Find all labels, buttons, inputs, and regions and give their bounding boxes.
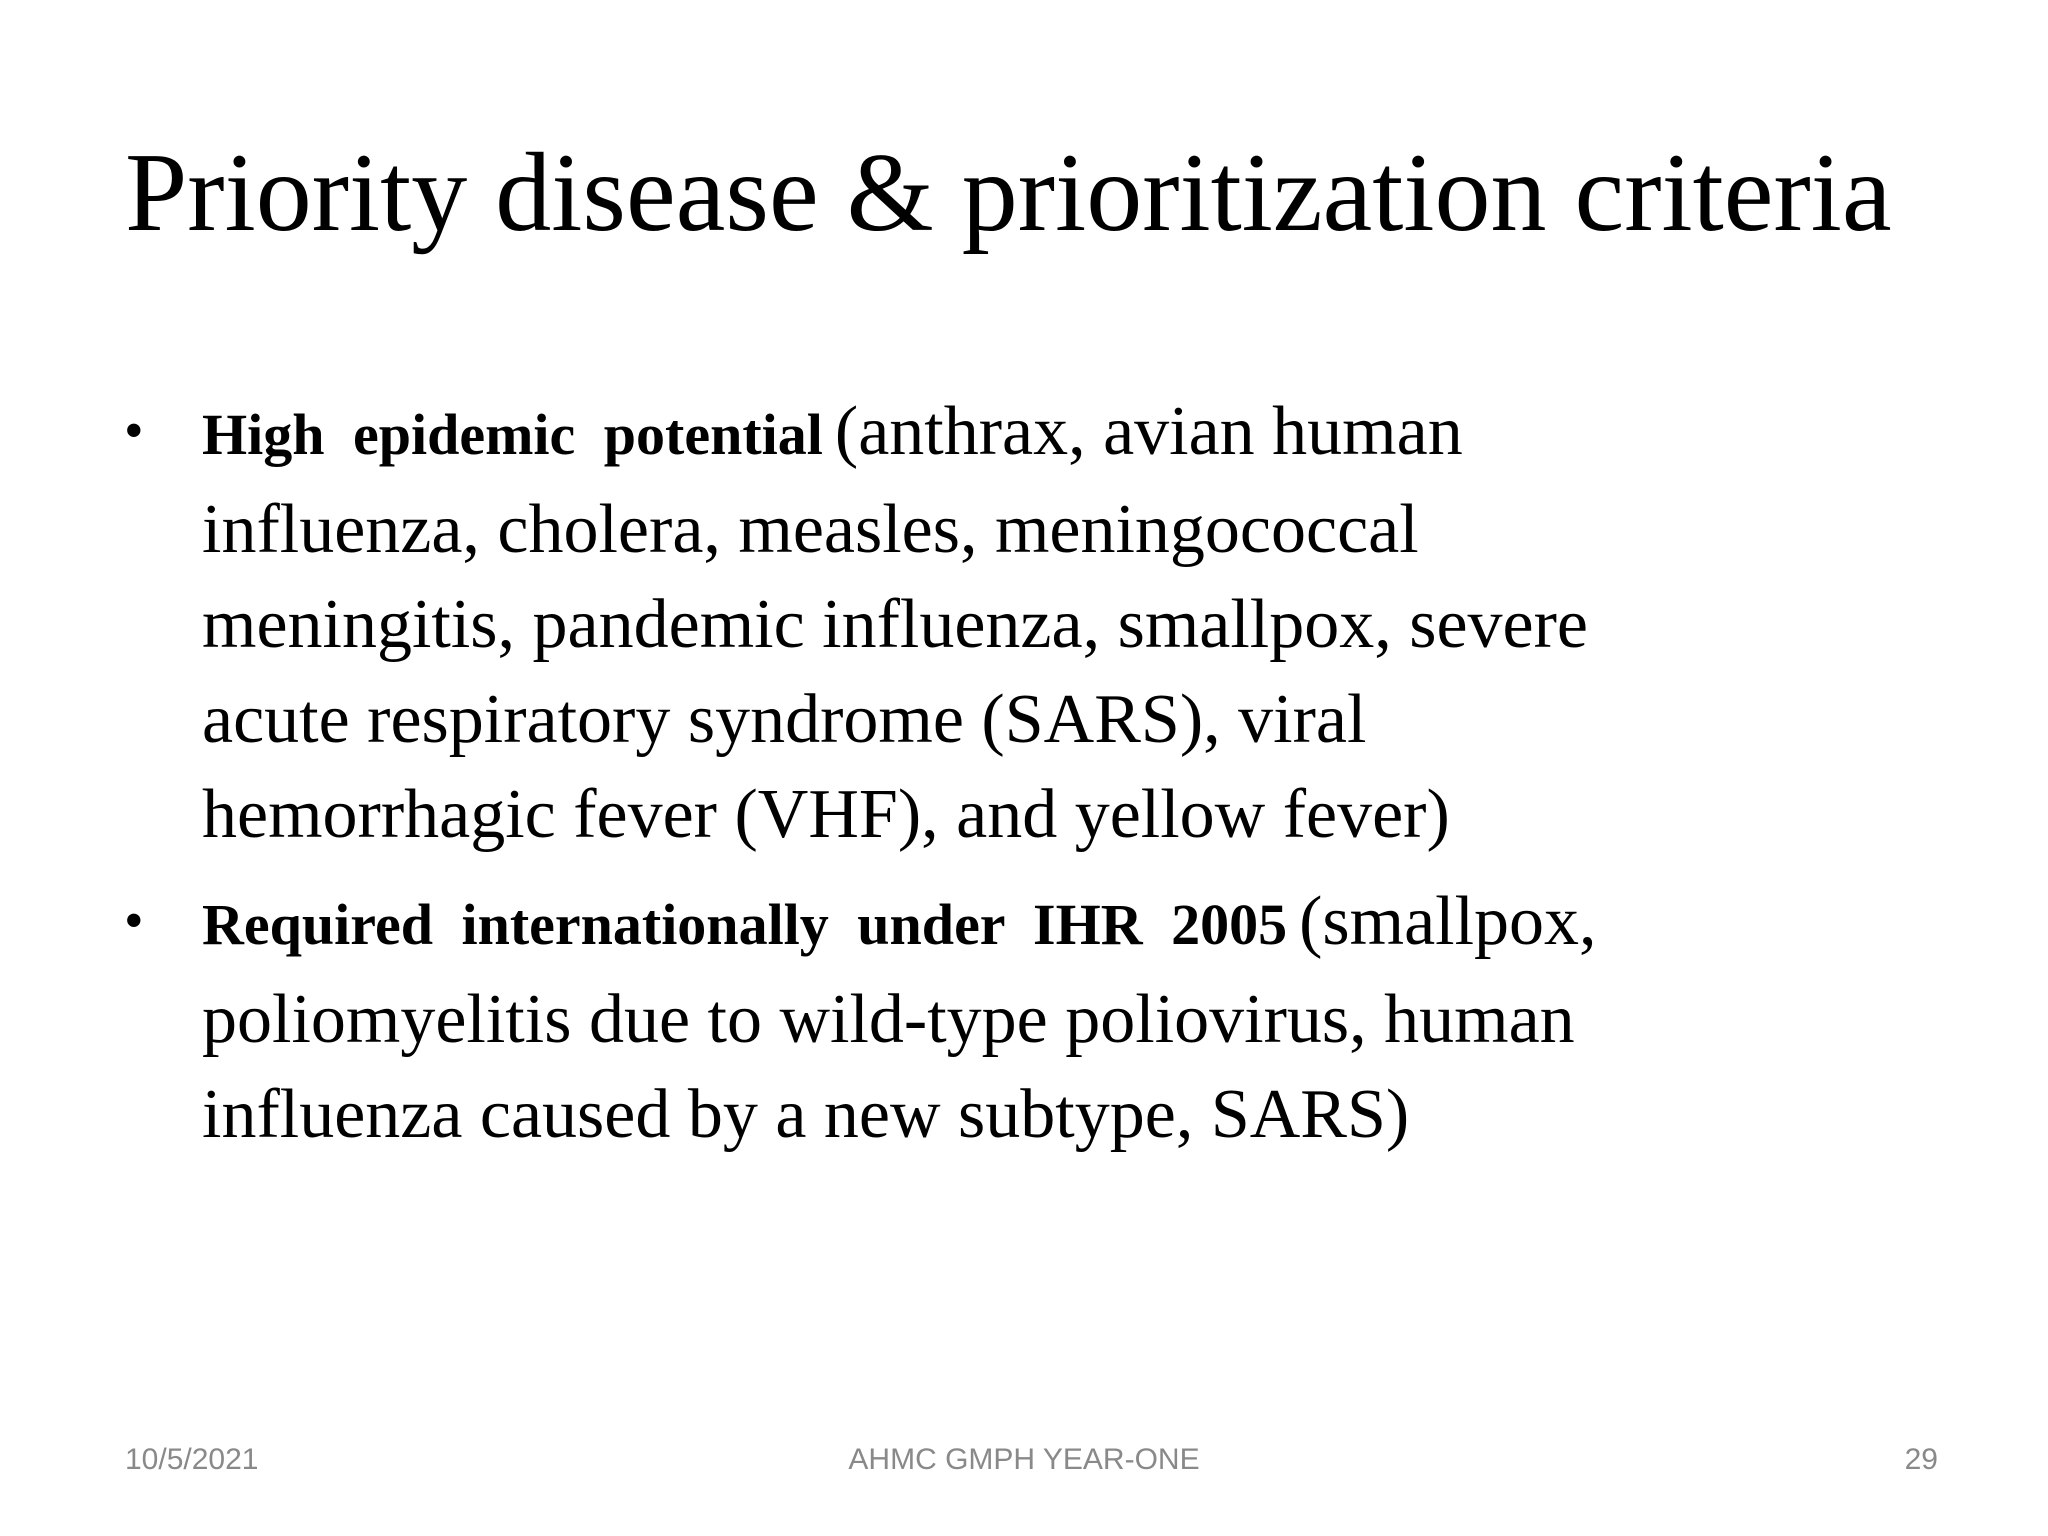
bullet-text-line: (smallpox, bbox=[1299, 883, 1597, 960]
bullet-first-line bbox=[202, 874, 1988, 972]
bullet-marker: • bbox=[124, 400, 144, 462]
slide-title: Priority disease & prioritization criteria bbox=[125, 131, 1892, 255]
bullet-text-line: influenza, cholera, measles, meningococcal bbox=[202, 491, 1419, 568]
bullet-text-line: influenza caused by a new subtype, SARS) bbox=[202, 1076, 1410, 1153]
bullet-list bbox=[0, 384, 2048, 1162]
bullet-text-line: acute respiratory syndrome (SARS), viral bbox=[202, 681, 1367, 758]
bullet-lead-text: Required internationally under IHR 2005 bbox=[202, 892, 1288, 957]
bullet-text-line: meningitis, pandemic influenza, smallpox, severe bbox=[202, 586, 1588, 663]
bullet-text-line: (anthrax, avian human bbox=[834, 393, 1463, 470]
bullet-lead-text: High epidemic potential bbox=[202, 402, 823, 467]
bullet-first-line bbox=[202, 384, 1988, 482]
bullet-text-line: poliomyelitis due to wild-type poliovirus, human bbox=[202, 981, 1575, 1058]
bullet-item-required-ihr-2005 bbox=[0, 874, 2048, 1162]
bullet-text-line: hemorrhagic fever (VHF), and yellow fever) bbox=[202, 776, 1450, 853]
bullet-marker: • bbox=[124, 890, 144, 952]
footer-date: 10/5/2021 bbox=[125, 1443, 259, 1476]
bullet-item-high-epidemic-potential bbox=[0, 384, 2048, 862]
slide-number: 29 bbox=[1904, 1443, 1938, 1476]
footer-center-text: AHMC GMPH YEAR-ONE bbox=[848, 1443, 1200, 1476]
